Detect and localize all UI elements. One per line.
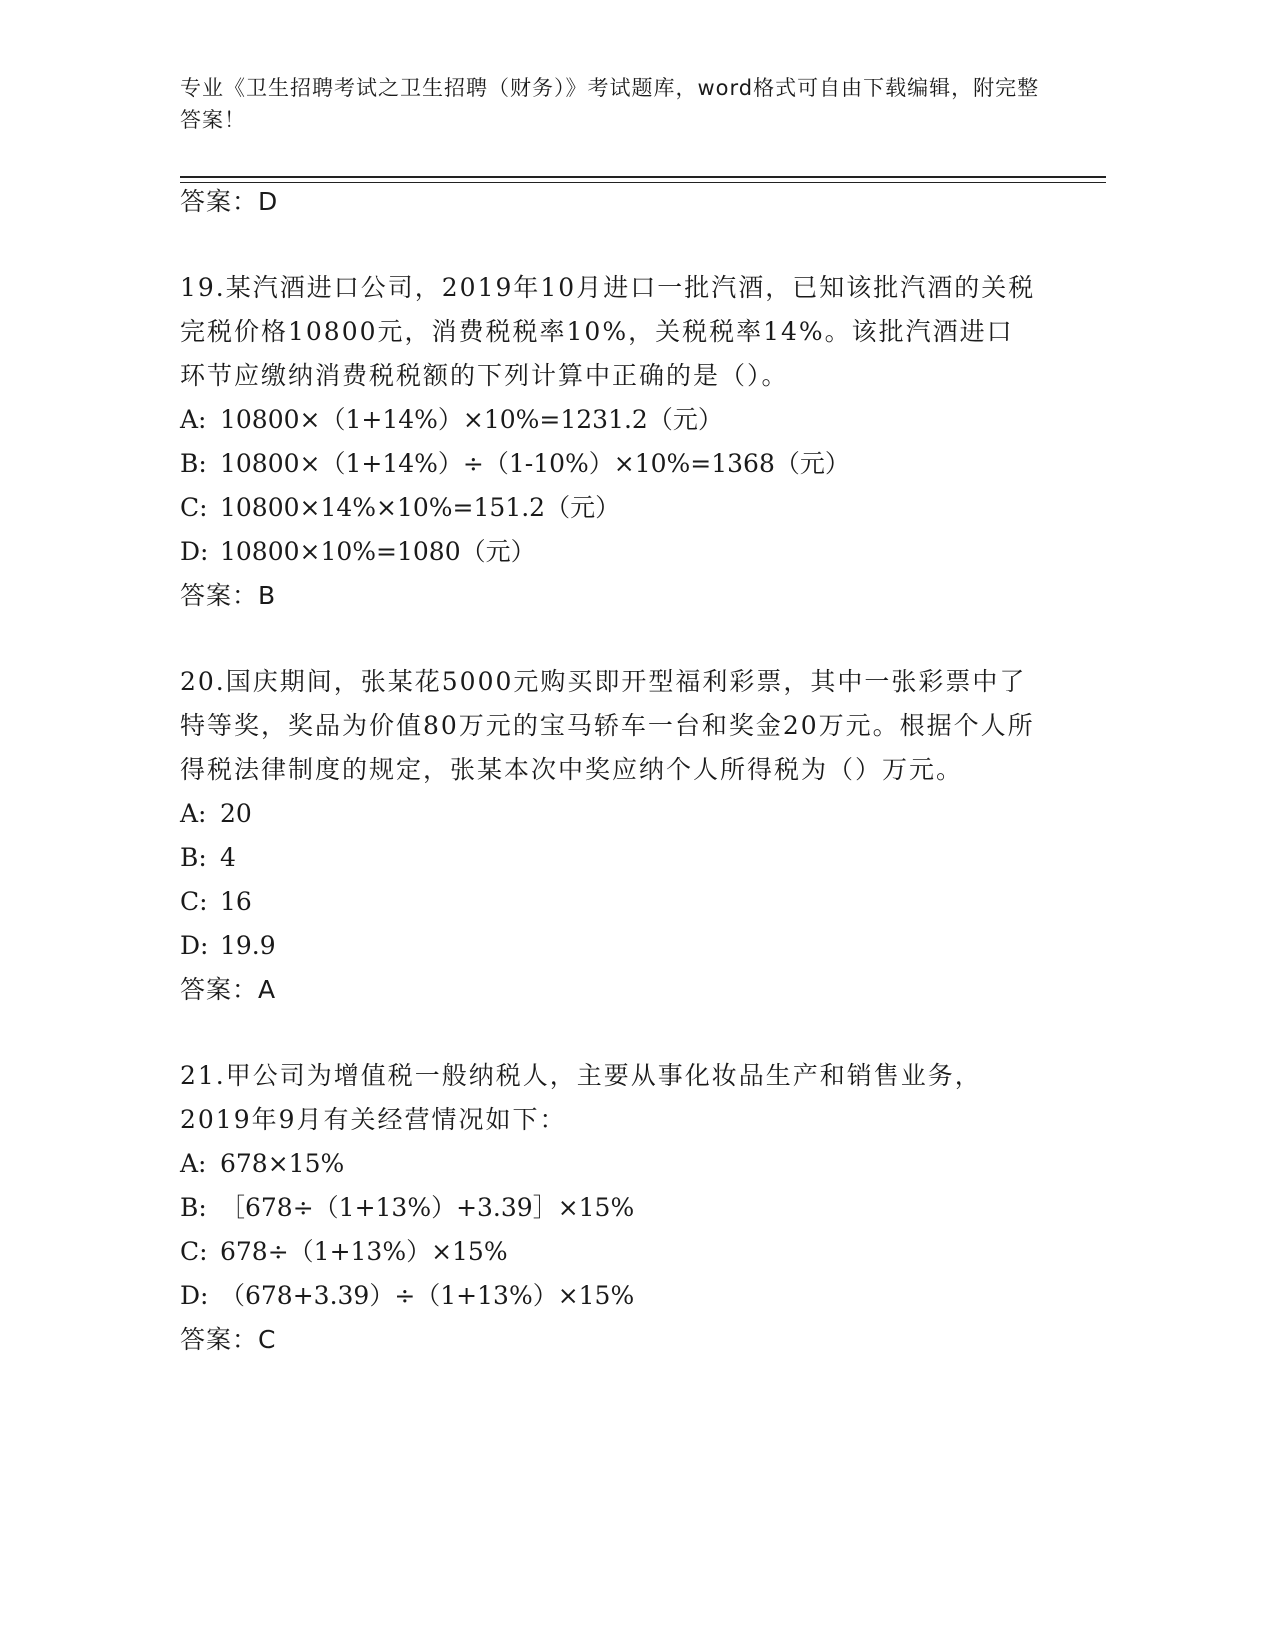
option-letter: B:	[180, 843, 207, 872]
option-c	[180, 1230, 1040, 1274]
option-letter: A:	[180, 1149, 207, 1178]
option-letter: C:	[180, 1237, 208, 1266]
option-c	[180, 880, 1040, 924]
option-text: 10800×10%=1080（元）	[220, 537, 536, 566]
option-b	[180, 836, 1040, 880]
question-19	[180, 266, 1040, 618]
option-a	[180, 398, 1040, 442]
option-text: 10800×（1+14%）÷（1-10%）×10%=1368（元）	[220, 449, 850, 478]
option-letter: A:	[180, 405, 207, 434]
option-text: 16	[220, 887, 252, 916]
option-d	[180, 1274, 1040, 1318]
option-text: 20	[220, 799, 252, 828]
option-text: 4	[220, 843, 236, 872]
option-d	[180, 924, 1040, 968]
answer-line: 答案：C	[180, 1325, 277, 1354]
question-21	[180, 1054, 1040, 1362]
question-stem: 21.甲公司为增值税一般纳税人，主要从事化妆品生产和销售业务，2019年9月有关经营情况如下：	[180, 1061, 982, 1134]
option-text: （678+3.39）÷（1+13%）×15%	[220, 1281, 635, 1310]
option-a	[180, 792, 1040, 836]
header-rule-thick	[180, 176, 1106, 178]
question-list	[180, 180, 1040, 1362]
answer-line: 答案：D	[180, 187, 279, 216]
option-text: 19.9	[220, 931, 276, 960]
option-text: ［678÷（1+13%）+3.39］×15%	[220, 1193, 635, 1222]
option-letter: C:	[180, 887, 208, 916]
option-b	[180, 442, 1040, 486]
option-letter: D:	[180, 931, 209, 960]
option-letter: C:	[180, 493, 208, 522]
option-letter: D:	[180, 1281, 209, 1310]
option-letter: D:	[180, 537, 209, 566]
option-text: 10800×14%×10%=151.2（元）	[220, 493, 621, 522]
option-a	[180, 1142, 1040, 1186]
document-header: 专业《卫生招聘考试之卫生招聘（财务）》考试题库，word格式可自由下载编辑，附完整答案！	[180, 76, 1040, 132]
option-letter: B:	[180, 1193, 207, 1222]
option-text: 10800×（1+14%）×10%=1231.2（元）	[220, 405, 723, 434]
option-c	[180, 486, 1040, 530]
question-20	[180, 660, 1040, 1012]
option-text: 678÷（1+13%）×15%	[220, 1237, 508, 1266]
answer-line: 答案：B	[180, 581, 277, 610]
option-text: 678×15%	[220, 1149, 345, 1178]
option-letter: A:	[180, 799, 207, 828]
question-stem: 19.某汽酒进口公司，2019年10月进口一批汽酒，已知该批汽酒的关税完税价格10800元，消费税税率10%，关税税率14%。该批汽酒进口环节应缴纳消费税税额的下列计算中正确的是（）。	[180, 273, 1036, 390]
question-stem: 20.国庆期间，张某花5000元购买即开型福利彩票，其中一张彩票中了特等奖，奖品为价值80万元的宝马轿车一台和奖金20万元。根据个人所得税法律制度的规定，张某本次中奖应纳个人所得税为（）万元。	[180, 667, 1035, 784]
option-b	[180, 1186, 1040, 1230]
option-letter: B:	[180, 449, 207, 478]
option-d	[180, 530, 1040, 574]
answer-line: 答案：A	[180, 975, 277, 1004]
